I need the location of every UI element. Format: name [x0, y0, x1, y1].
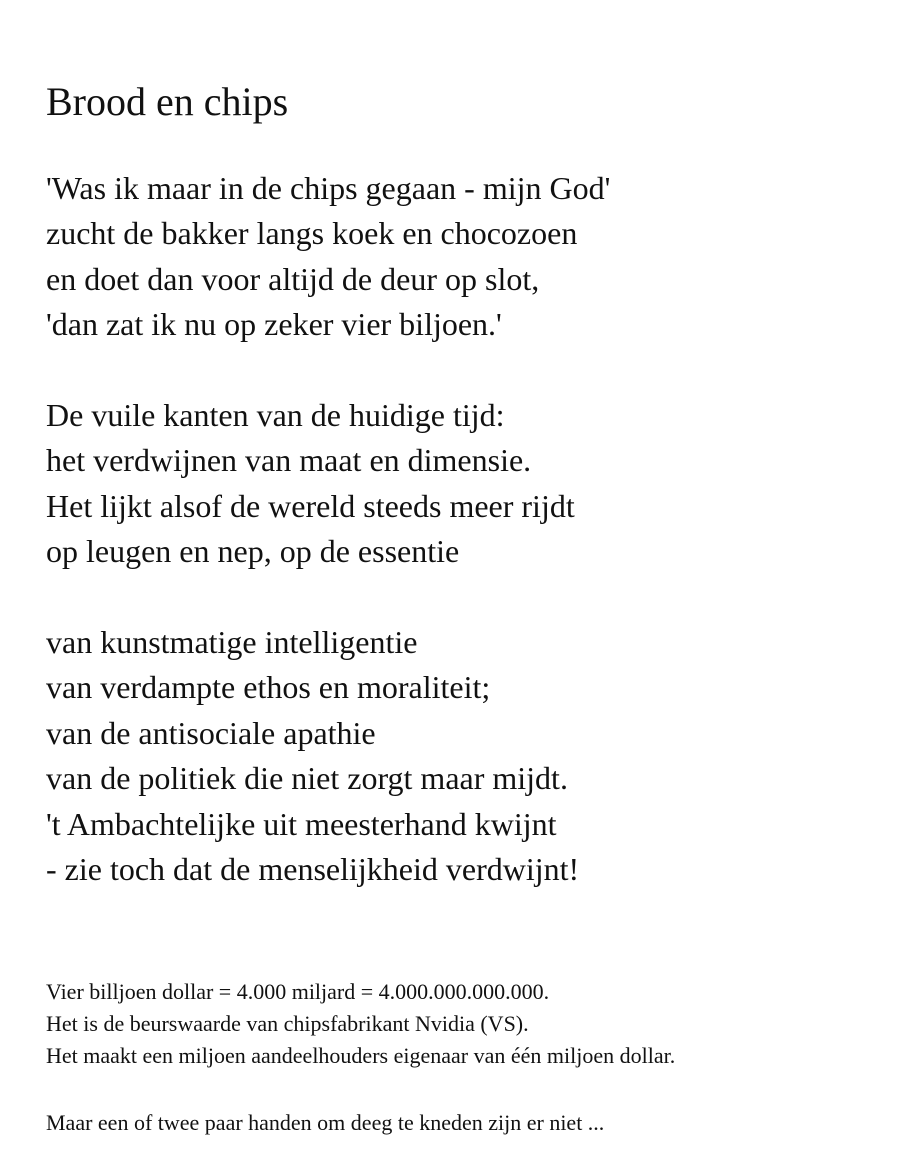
- footnote-line: Het is de beurswaarde van chipsfabrikant Nvidia (VS).: [46, 1011, 529, 1036]
- stanza-2: [46, 393, 575, 575]
- poem-title: Brood en chips: [46, 79, 289, 124]
- closing-line: Maar een of twee paar handen om deeg te kneden zijn er niet ...: [46, 1110, 605, 1135]
- footnote-line: Het maakt een miljoen aandeelhouders eigenaar van één miljoen dollar.: [46, 1043, 676, 1068]
- footnote: [46, 976, 675, 1072]
- verse-line: op leugen en nep, op de essentie: [46, 533, 460, 570]
- verse-line: 'dan zat ik nu op zeker vier biljoen.': [46, 306, 502, 343]
- verse-line: Het lijkt alsof de wereld steeds meer rijdt: [46, 487, 575, 524]
- verse-line: en doet dan voor altijd de deur op slot,: [46, 260, 540, 297]
- stanza-3: [46, 620, 579, 892]
- verse-line: 'Was ik maar in de chips gegaan - mijn God': [46, 170, 611, 206]
- verse-line: De vuile kanten van de huidige tijd:: [46, 397, 505, 433]
- verse-line: van de politiek die niet zorgt maar mijdt.: [46, 760, 568, 797]
- verse-line: van kunstmatige intelligentie: [46, 624, 418, 660]
- footnote-line: Vier billjoen dollar = 4.000 miljard = 4.000.000.000.000.: [46, 979, 550, 1004]
- verse-line: 't Ambachtelijke uit meesterhand kwijnt: [46, 805, 557, 842]
- verse-line: - zie toch dat de menselijkheid verdwijnt!: [46, 851, 580, 888]
- verse-line: van de antisociale apathie: [46, 714, 376, 751]
- verse-line: zucht de bakker langs koek en chocozoen: [46, 215, 578, 252]
- verse-line: van verdampte ethos en moraliteit;: [46, 669, 491, 706]
- stanza-1: [46, 166, 610, 348]
- verse-line: het verdwijnen van maat en dimensie.: [46, 442, 532, 479]
